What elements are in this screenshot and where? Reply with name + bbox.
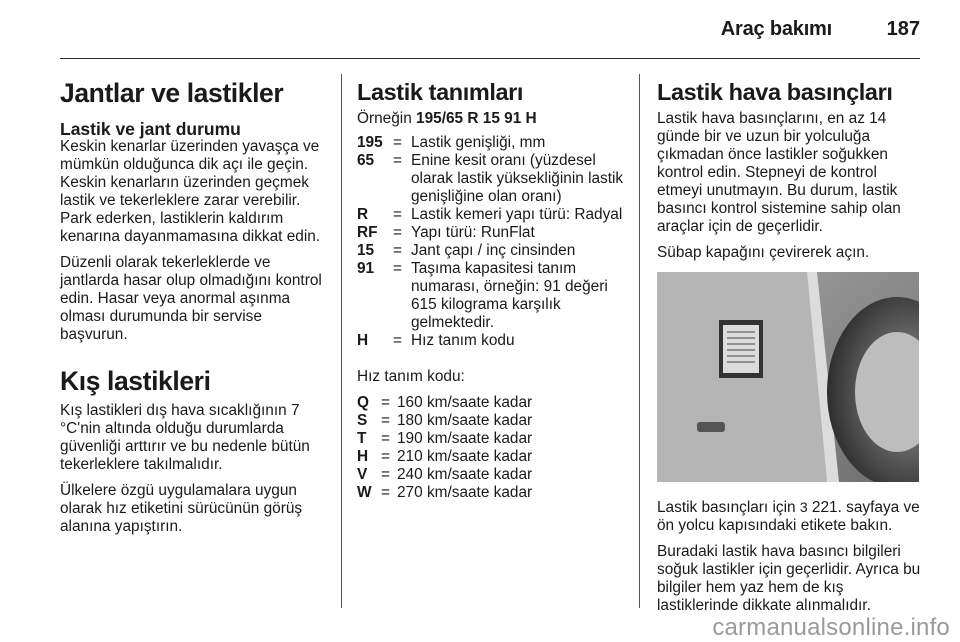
speed-row-equals: = <box>381 448 390 465</box>
speed-row-description: 270 km/saate kadar <box>397 484 533 501</box>
paragraph-pressure-1: Lastik hava basınçlarını, en az 14 günde bir ve uzun bir yolculuğa çıkmadan önce lastikler soğukken kontrol edin. Stepneyi de kontrol etmeyi unutmayın. Bu durum, lastik basıncı kontrol sistemine sahip olan araçlar için de geçerlidir. <box>657 110 901 235</box>
speed-row-description: 180 km/saate kadar <box>397 412 533 429</box>
paragraph-pressure-ref <box>657 498 923 535</box>
door-label-photo <box>657 272 919 482</box>
paragraph-condition-1: Keskin kenarlar üzerinden yavaşça ve mümkün olduğunca dik açı ile geçin. Keskin kenarların üzerinden geçmek lastik ve tekerleklere zarar verebilir. Park ederken, lastiklerin kaldırım kenarına dayanmamasına dikkat edin. <box>60 138 321 245</box>
page-number: 187 <box>886 18 920 40</box>
speed-row-equals: = <box>381 430 390 447</box>
designation-row-description: Taşıma kapasitesi tanım numarası, örneğin: 91 değeri 615 kilograma karşılık gelmektedir. <box>411 260 608 331</box>
watermark: carmanualsonline.info <box>712 614 950 641</box>
column-tyres-wheels <box>60 78 330 544</box>
designation-row-equals: = <box>393 224 402 241</box>
designation-row-equals: = <box>393 332 402 349</box>
chapter-title: Araç bakımı <box>720 18 832 40</box>
speed-row-key: Q <box>357 394 369 411</box>
designation-row-key: R <box>357 206 369 223</box>
speed-row-key: T <box>357 430 367 447</box>
designation-row-description: Jant çapı / inç cinsinden <box>411 242 576 259</box>
speed-row-key: W <box>357 484 372 501</box>
speed-row-equals: = <box>381 412 390 429</box>
header-divider <box>60 58 920 59</box>
designation-row-equals: = <box>393 152 402 169</box>
speed-row-equals: = <box>381 484 390 501</box>
paragraph-pressure-2: Sübap kapağını çevirerek açın. <box>657 244 870 261</box>
speed-row-description: 210 km/saate kadar <box>397 448 533 465</box>
designation-row-key: 65 <box>357 152 375 169</box>
paragraph-condition-2: Düzenli olarak tekerleklerde ve jantlarda hasar olup olmadığını kontrol edin. Hasar veya anormal aşınma olması durumunda bir servise başvurun. <box>60 254 322 343</box>
paragraph-winter-1: Kış lastikleri dış hava sıcaklığının 7 °C'nin altında olduğu durumlarda güvenliği arttırır ve bu nedenle bütün tekerleklere takılmalıdır. <box>60 402 310 473</box>
speed-row-description: 240 km/saate kadar <box>397 466 533 483</box>
designation-row-key: RF <box>357 224 378 241</box>
subsection-heading-condition: Lastik ve jant durumu <box>60 119 241 139</box>
designation-row-key: 91 <box>357 260 375 277</box>
designation-row-description: Hız tanım kodu <box>411 332 515 349</box>
designation-row-equals: = <box>393 242 402 259</box>
section-title-wheels-tyres: Jantlar ve lastikler <box>60 78 284 108</box>
column-divider-1 <box>341 74 342 608</box>
speed-row-equals: = <box>381 466 390 483</box>
designation-row-description: Lastik genişliği, mm <box>411 134 546 151</box>
designation-row-description: Lastik kemeri yapı türü: Radyal <box>411 206 623 223</box>
ref-text-before: Lastik basınçları için <box>657 499 800 516</box>
speed-row-key: S <box>357 412 368 429</box>
designation-row-description: Enine kesit oranı (yüzdesel olarak lastik yüksekliğinin lastik genişliğine olan oranı) <box>411 152 624 205</box>
section-title-winter-tyres: Kış lastikleri <box>60 366 211 396</box>
column-divider-2 <box>639 74 640 608</box>
column-tyre-designations <box>357 78 629 502</box>
section-title-designations: Lastik tanımları <box>357 79 523 105</box>
speed-row-equals: = <box>381 394 390 411</box>
speed-row-description: 190 km/saate kadar <box>397 430 533 447</box>
designation-row-key: 15 <box>357 242 375 259</box>
designation-row-equals: = <box>393 206 402 223</box>
designation-table <box>357 134 629 350</box>
paragraph-winter-2: Ülkelere özgü uygulamalara uygun olarak hız etiketini sürücünün görüş alanına yapıştırın. <box>60 482 303 535</box>
speed-row-description: 160 km/saate kadar <box>397 394 533 411</box>
designation-row-equals: = <box>393 260 402 277</box>
page-header <box>0 0 960 60</box>
example-line <box>357 110 629 128</box>
designation-row-key: H <box>357 332 369 349</box>
designation-row-equals: = <box>393 134 402 151</box>
speed-code-label: Hız tanım kodu: <box>357 368 465 385</box>
page-reference-arrow-icon: 3 <box>799 499 808 515</box>
column-tyre-pressure <box>657 78 923 623</box>
section-title-tyre-pressure: Lastik hava basınçları <box>657 79 893 105</box>
door-label-illustration <box>657 272 919 482</box>
ref-text-after: 221. sayfaya ve ön yolcu kapısındaki etikete bakın. <box>657 499 920 534</box>
designation-row-key: 195 <box>357 134 383 151</box>
speed-code-table <box>357 394 629 502</box>
example-code: 195/65 R 15 91 H <box>416 110 537 127</box>
speed-row-key: V <box>357 466 368 483</box>
designation-row-description: Yapı türü: RunFlat <box>411 224 535 241</box>
example-prefix: Örneğin <box>357 110 417 127</box>
speed-row-key: H <box>357 448 369 465</box>
paragraph-pressure-3: Buradaki lastik hava basıncı bilgileri soğuk lastikler için geçerlidir. Ayrıca bu bilgiler hem yaz hem de kış lastiklerinde dikkate alınmalıdır. <box>657 543 921 614</box>
